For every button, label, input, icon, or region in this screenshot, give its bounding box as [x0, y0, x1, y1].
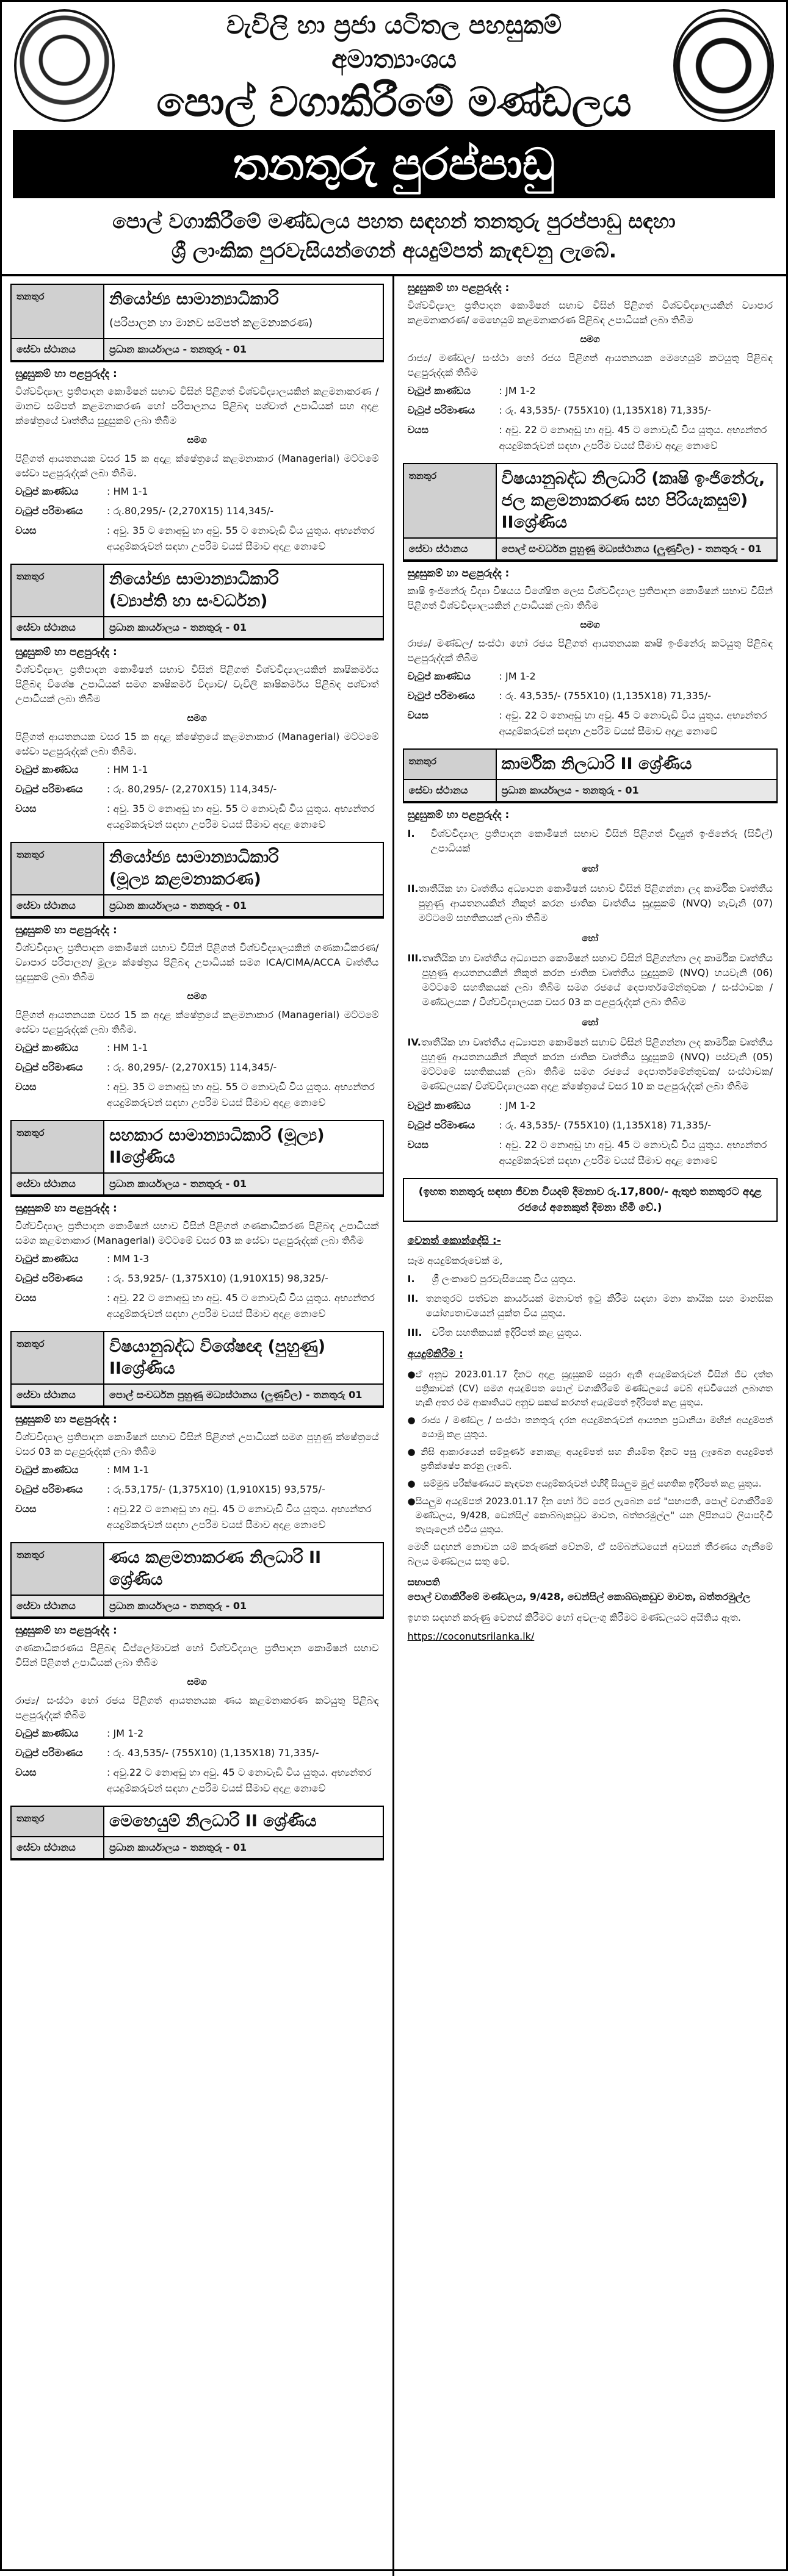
or-separator: හෝ [582, 933, 599, 944]
qualifications-heading: සුදුසුකම් හා පළපුරුද්ද : [15, 1413, 117, 1426]
salary-code-value: : HM 1-1 [107, 764, 148, 775]
bullet-icon: ● [407, 1496, 416, 1507]
qualifications-heading: සුදුසුකම් හා පළපුරුද්ද : [407, 282, 510, 294]
qualifications-heading: සුදුසුකම් හා පළපුරුද්ද : [407, 809, 510, 821]
station-value: ප්‍රධාන කාර්යාලය - තනතුරු - 01 [103, 1174, 383, 1194]
salary-code-value: : JM 1-2 [107, 1727, 144, 1739]
post-title: මෙහෙයුම් නිලධාරි II ශ්‍රේණිය [103, 1807, 383, 1836]
station-value: පොල් සංවර්ධන පුහුණු මධ්‍යස්ථානය (ලුණුවිල) - තනතුරු 01 [103, 1385, 383, 1405]
qualifications-heading: සුදුසුකම් හා පළපුරුද්ද : [15, 924, 117, 936]
ministry-name [2, 2, 786, 76]
salary-scale-label: වැටුප් පරිමාණය [407, 690, 475, 701]
salary-code-value: : MM 1-3 [107, 1253, 150, 1265]
post-label: තනතුර [16, 1338, 45, 1349]
salary-code-label: වැටුප් කාණ්ඩය [407, 1100, 471, 1111]
post-label: තනතුර [16, 1813, 45, 1824]
application-heading: අයදුම්කිරීම : [407, 1348, 463, 1360]
post-credit-management-officer [10, 1542, 384, 1619]
post-title [103, 565, 383, 616]
condition-item [403, 1323, 778, 1343]
item-text: තෘතීයික හා වෘත්තීය අධ්‍යාපන කොමිෂන් සභාව විසින් පිළිගන්නා ලද කාර්මික වෘත්තීය පුහුණු ආයතනයකින් නිකුත් කරන ජාතික වෘත්තීය සුදුසුකම් (NVQ) හැවැනි (07) මට්ටමේ සහතිකයක් ලබා තිබීම [418, 883, 773, 924]
application-item [403, 1493, 778, 1538]
experience-text: පිළිගත් ආයතනයක වසර 15 ක අදාළ ක්ෂේත්‍රයේ කළමනාකාර (Managerial) මට්ටමේ සේවා පළපුරුද්දක් ලබා තිබීම. [15, 731, 379, 757]
qualification-item [403, 879, 778, 928]
application-item [403, 1475, 778, 1493]
item-text: විශ්වවිද්‍යාල ප්‍රතිපාදන කොමිෂන් සභාව විසින් පිළිගත් විද්‍යුත් ඉංජිනේරු (සිවිල්) උපාධියක් [430, 828, 773, 854]
post-label: තනතුර [16, 1549, 45, 1560]
qualification-text: විශ්වවිද්‍යාල ප්‍රතිපාදන කොමිෂන් සභාව විසින් පිළිගත් විශ්වවිද්‍යාලයකින් කෘෂිකර්මය පිළිබඳ විශේෂ උපාධියක් සමග කෘෂිකර්ම විද්‍යාව/ වැවිලි කෘෂිකර්මය පිළිබඳ පශ්චාත් උපාධියක් ලබා තිබීම [15, 664, 379, 705]
application-item [403, 1366, 778, 1412]
salary-code-label: වැටුප් කාණ්ඩය [15, 1464, 79, 1476]
age-value: : අවු. 22 ට නොඅඩු හා අවු. 45 ට නොවැඩි විය යුතුය. අභ්‍යන්තර අයදුම්කරුවන් සඳහා උපරිම වයස් සීමාව අදාළ නොවේ [107, 1292, 375, 1319]
item-number: II. [407, 1293, 419, 1304]
item-text: රාජ්‍ය / මණ්ඩල / සංස්ථා තනතුරු දරන අයදුම්කරුවන් ආයතන ප්‍රධානියා මඟින් අයදුම්පත් යොමු කළ යුතුය. [421, 1415, 773, 1440]
qualification-text: විශ්වවිද්‍යාල ප්‍රතිපාදන කොමිෂන් සභාව විසින් පිළිගත් විශ්වවිද්‍යාලයකින් ව්‍යාපාර කළමනාකරණ/ මෙහෙයුම් කළමනාකරණ පිළිබඳ උපාධියක් ලබා තිබීම [407, 300, 773, 326]
age-value: : අවු. 22 ට නොඅඩු හා අවු. 45 ට නොවැඩි විය යුතුය. අභ්‍යන්තර අයදුම්කරුවන් සඳහා උපරිම වයස් සීමාව අදාළ නොවේ [499, 1139, 767, 1166]
post-title-text: නියෝජ්‍ය සාමාන්‍යාධිකාරි [109, 848, 279, 867]
item-number: III. [407, 1327, 422, 1338]
other-conditions-heading: වෙනත් කොන්දේසි :- [407, 1235, 501, 1247]
salary-scale-value: : රු. 53,925/- (1,375X10) (1,910X15) 98,325/- [107, 1272, 328, 1284]
salary-code-value: : JM 1-2 [499, 670, 536, 682]
columns [2, 276, 786, 2576]
station-label: සේවා ස්ථානය [16, 343, 76, 355]
post-title: විෂයානුබද්ධ විශේෂඥ (පුහුණු) IIශ්‍රේණිය [103, 1332, 383, 1383]
qualification-text: විශ්වවිද්‍යාල ප්‍රතිපාදන කොමිෂන් සභාව විසින් පිළිගත් විශ්වවිද්‍යාලයකින් කළමනාකරණ / මානව සම්පත් කළමනාකරණ හෝ පරිපාලනය පිළිබඳ පශ්චාත් උපාධියක් සහ අදාළ ක්ෂේත්‍රයේ වෘත්තීය සුදුසුකම් ලබා තිබීම [15, 386, 379, 426]
station-label: සේවා ස්ථානය [408, 543, 468, 554]
or-separator: හෝ [582, 863, 599, 874]
station-value: ප්‍රධාන කාර්යාලය - තනතුරු - 01 [103, 617, 383, 638]
bullet-icon: ● [407, 1369, 416, 1380]
station-value: ප්‍රධාන කාර්යාලය - තනතුරු - 01 [103, 339, 383, 360]
post-title: ණය කළමනාකරණ නිලධාරි II ශ්‍රේණිය [103, 1543, 383, 1595]
salary-code-label: වැටුප් කාණ්ඩය [407, 670, 471, 682]
age-value: : අවු. 22 ට නොඅඩු හා අවු. 45 ට නොවැඩි විය යුතුය. අභ්‍යන්තර අයදුම්කරුවන් සඳහා උපරිම වයස් සීමාව අදාළ නොවේ [499, 424, 767, 451]
qualification-text: ගණකාධිකරණය පිළිබඳ ඩිප්ලෝමාවක් හෝ විශ්වවිද්‍යාල ප්‍රතිපාදන කොමිෂන් සභාව විසින් පිළිගත් උපාධියක් ලබා තිබීම [15, 1642, 379, 1668]
qualification-text: විශ්වවිද්‍යාල ප්‍රතිපාදන කොමිෂන් සභාව විසින් පිළිගත් ගණකාධිකරණ පිළිබඳ උපාධියක් සමග කළමනාකාර (Managerial) මට්ටමේ වසර 03 ක සේවා පළපුරුද්දක් ලබා තිබීම [15, 1220, 379, 1246]
post-label: තනතුර [16, 291, 45, 302]
salary-scale-label: වැටුප් පරිමාණය [15, 1272, 83, 1284]
application-item [403, 1443, 778, 1475]
ministry-line-2: අමාත්‍යාංශය [331, 45, 457, 74]
salary-scale-label: වැටුප් පරිමාණය [15, 1747, 83, 1759]
item-number: I. [407, 1273, 415, 1285]
salary-code-value: : MM 1-1 [107, 1464, 150, 1476]
salary-scale-label: වැටුප් පරිමාණය [407, 404, 475, 416]
salary-code-value: : HM 1-1 [107, 486, 148, 497]
salary-scale-value: : රු. 80,295/- (2,270X15) 114,345/- [107, 1061, 277, 1073]
age-label: වයස [15, 803, 37, 814]
salary-code-label: වැටුප් කාණ්ඩය [15, 1042, 79, 1053]
salary-code-label: වැටුප් කාණ්ඩය [15, 486, 79, 497]
experience-text: පිළිගත් ආයතනයක වසර 15 ක අදාළ ක්ෂේත්‍රයේ කළමනාකාර (Managerial) මට්ටමේ සේවා පළපුරුද්දක් ලබා තිබීම. [15, 1009, 379, 1035]
left-column [2, 276, 394, 2576]
salary-scale-value: : රු.80,295/- (2,270X15) 114,345/- [107, 505, 274, 517]
salary-scale-value: : රු. 43,535/- (755X10) (1,135X18) 71,335/- [499, 404, 712, 416]
salary-scale-value: : රු. 43,535/- (755X10) (1,135X18) 71,335/- [499, 690, 712, 701]
right-column [394, 276, 787, 2576]
post-subtitle: (පරිපාලන හා මානව සම්පත් කළමනාකරණ) [109, 317, 313, 329]
salary-scale-value: : රු. 80,295/- (2,270X15) 114,345/- [107, 783, 277, 795]
station-value: ප්‍රධාන කාර්යාලය - තනතුරු - 01 [496, 780, 777, 801]
age-value: : අවු. 35 ට නොඅඩු හා අවු. 55 ට නොවැඩි විය යුතුය. අභ්‍යන්තර අයදුම්කරුවන් සඳහා උපරිම වයස් සීමාව අදාළ නොවේ [107, 525, 375, 552]
with-separator: සමග [187, 434, 207, 445]
age-label: වයස [15, 1767, 37, 1778]
qualification-item [403, 949, 778, 1012]
ministry-line-1: වැවිලි හා ප්‍රජා යටිතල පහසුකම් [226, 10, 562, 40]
salary-scale-label: වැටුප් පරිමාණය [15, 1061, 83, 1073]
item-text: සම්මුඛ පරීක්ෂණයට කැඳවන අයදුම්කරුවන් එහිදී සියලුම මුල් සහතික ඉදිරිපත් කළ යුතුය. [423, 1478, 762, 1489]
salary-scale-label: වැටුප් පරිමාණය [15, 505, 83, 517]
with-separator: සමග [187, 1676, 207, 1687]
post-deputy-gm-extension [10, 564, 384, 640]
item-text: නිසි ආකාරයෙන් සම්පූර්ණ නොකළ අයදුම්පත් සහ නියමිත දිනට පසු ලැබෙන අයදුම්පත් ප්‍රතික්ෂේප කරනු ලැබේ. [421, 1446, 773, 1471]
station-label: සේවා ස්ථානය [408, 784, 468, 796]
salary-code-label: වැටුප් කාණ්ඩය [407, 385, 471, 396]
age-label: වයස [15, 1081, 37, 1092]
bullet-icon: ● [407, 1415, 416, 1426]
station-label: සේවා ස්ථානය [16, 622, 76, 633]
item-text: තෘතීයික හා වෘත්තීය අධ්‍යාපන කොමිෂන් සභාව විසින් පිළිගන්නා ලද කාර්මික වෘත්තීය පුහුණු ආයතනයකින් නිකුත් කරන ජාතික වෘත්තීය සුදුසුකම් (NVQ) හයවැනි (06) මට්ටමේ සහතිකයක් ලබා තිබීම සමග රජයේ දෙපාර්තමේන්තුවක / සංස්ථාවක / මණ්ඩලයක / විශ්වවිද්‍යාලයක වසර 03 ක පළපුරුද්දක් ලබා තිබීම [422, 952, 773, 1008]
post-title: සහකාර සාමාන්‍යාධිකාරි (මූල්‍ය) IIශ්‍රේණිය [103, 1121, 383, 1172]
post-label: තනතුර [408, 470, 437, 481]
experience-text: රාජ්‍ය/ මණ්ඩල/ සංස්ථා හෝ රජය පිළිගත් ආයතනයක මෙහෙයුම් කටයුතු පිළිබඳ පළපුරුද්දක් තිබීම [407, 352, 773, 378]
item-text: තෘතීයික හා වෘත්තීය අධ්‍යාපන කොමිෂන් සභාව විසින් පිළිගන්නා ලද කාර්මික වෘත්තීය පුහුණු ආයතනයකින් නිකුත් කරන ජාතික වෘත්තීය සුදුසුකම් (NVQ) පස්වැනි (05) මට්ටමේ සහතිකයක් ලබා තිබීම සමග රජයේ දෙපාර්තමේන්තුවක/ සංස්ථාවක/ මණ්ඩලයක/ විශ්වවිද්‍යාලයක අදාළ ක්ෂේත්‍රයේ වසර 10 ක පළපුරුද්දක් ලබා තිබීම [421, 1036, 773, 1092]
salary-code-label: වැටුප් කාණ්ඩය [15, 1727, 79, 1739]
signature-block [403, 1570, 778, 1609]
invite-line-2: ශ්‍රී ලාංකික පුරවැසියන්ගෙන් අයදුම්පත් කැඳවනු ලැබේ. [171, 239, 617, 262]
item-text: ශ්‍රී ලංකාවේ පුරවැසියෙකු විය යුතුය. [432, 1273, 576, 1285]
qualification-item [403, 824, 778, 858]
condition-item [403, 1269, 778, 1289]
allowance-note: (ඉහත තනතුරු සඳහා ජීවන වියදම් දීමනාව රු.17,800/- ඇතුළු තනතුරට අදාළ රජයේ අනෙකුත් දීමනා හිමි වේ.) [403, 1178, 778, 1222]
qualifications-heading: සුදුසුකම් හා පළපුරුද්ද : [15, 368, 117, 380]
post-assistant-gm-finance [10, 1120, 384, 1197]
closing-note: මෙහි සඳහන් නොවන යම් කරුණක් වේනම්, ඒ සම්බන්ධයෙන් අවසන් තීරණය ගැනීමේ බලය මණ්ඩලය සතු වේ. [407, 1541, 773, 1567]
station-value: ප්‍රධාන කාර්යාලය - තනතුරු - 01 [103, 1837, 383, 1858]
salary-scale-label: වැටුප් පරිමාණය [407, 1119, 475, 1131]
post-title: විෂයානුබද්ධ නිලධාරි (කෘෂි ඉංජිනේරු, ජල කළමනාකරණ සහ පිරියැකසුම්) IIශ්‍රේණිය [496, 464, 777, 537]
post-title [103, 285, 383, 338]
qualifications-heading: සුදුසුකම් හා පළපුරුද්ද : [15, 1202, 117, 1214]
station-label: සේවා ස්ථානය [16, 1178, 76, 1189]
qualifications-heading: සුදුසුකම් හා පළපුරුද්ද : [15, 1624, 117, 1637]
item-number: I. [407, 828, 415, 839]
post-deputy-gm-admin [10, 284, 384, 362]
post-operations-officer [10, 1806, 384, 1860]
salary-scale-value: : රු. 43,535/- (755X10) (1,135X18) 71,335/- [499, 1119, 712, 1131]
vacancies-banner: තනතුරු පුරප්පාඩු [13, 130, 775, 198]
station-value: ප්‍රධාන කාර්යාලය - තනතුරු - 01 [103, 1596, 383, 1616]
post-subject-officer-agri-engineering [403, 463, 778, 562]
salary-scale-value: : රු. 43,535/- (755X10) (1,135X18) 71,335/- [107, 1747, 319, 1759]
qualification-text: කෘෂි ඉංජිනේරු විද්‍යා විෂයය විශේෂිත ලෙස විශ්වවිද්‍යාල ප්‍රතිපාදන කොමිෂන් සභාව විසින් පිළිගත් විශ්වවිද්‍යාලයකින් උපාධියක් ලබා තිබීම [407, 585, 773, 611]
station-label: සේවා ස්ථානය [16, 1842, 76, 1853]
with-separator: සමග [187, 712, 207, 723]
item-number: II. [407, 883, 419, 894]
with-separator: සමග [580, 334, 600, 345]
post-label: තනතුර [16, 849, 45, 860]
station-label: සේවා ස්ථානය [16, 1600, 76, 1612]
invite-line-1: පොල් වගාකිරීමේ මණ්ඩලය පහත සඳහන් තනතුරු පුරප්පාඩු සඳහා [112, 209, 676, 233]
invitation-text [2, 198, 786, 276]
chairman-title: සභාපති [407, 1576, 440, 1588]
post-title-text: නියෝජ්‍ය සාමාන්‍යාධිකාරි [109, 290, 279, 309]
age-label: වයස [15, 1503, 37, 1515]
item-text: චරිත සහතිකයක් ඉදිරිපත් කළ යුතුය. [432, 1327, 582, 1338]
item-text: ඒ අනුව 2023.01.17 දිනට අදාළ සුදුසුකම් සපුරා ඇති අයදුම්කරුවන් විසින් ජීව දත්ත පත්‍රිකාවක් (CV) සමග අයදුම්පත පොල් වගාකිරීමේ මණ්ඩලයේ වෙබ් අඩවියෙන් ලබාගත හැකි අතර එම ආකෘතියට අනුව සකස් කරගත් අයදුම්පත් ඉදිරිපත් කළ යුතුය. [415, 1369, 773, 1408]
age-label: වයස [15, 525, 37, 536]
board-name: පොල් වගාකිරීමේ මණ්ඩලය [156, 79, 632, 126]
salary-scale-label: වැටුප් පරිමාණය [15, 1484, 83, 1495]
qualifications-heading: සුදුසුකම් හා පළපුරුද්ද : [407, 567, 510, 579]
post-technical-officer [403, 748, 778, 803]
post-subject-specialist-training [10, 1331, 384, 1408]
salary-code-value: : JM 1-2 [499, 1100, 536, 1111]
salary-code-label: වැටුප් කාණ්ඩය [15, 1253, 79, 1265]
age-value: : අවු.22 ට නොඅඩු හා අවු. 45 ට නොවැඩි විය යුතුය. අභ්‍යන්තර අයදුම්කරුවන් සඳහා උපරිම වයස් සීමාව අදාළ නොවේ [107, 1503, 372, 1530]
post-label: තනතුර [16, 1127, 45, 1138]
salary-code-label: වැටුප් කාණ්ඩය [15, 764, 79, 775]
salary-scale-value: : රු.53,175/- (1,375X10) (1,910X15) 93,575/- [107, 1484, 325, 1495]
bullet-icon: ● [407, 1446, 416, 1457]
item-number: III. [407, 952, 422, 964]
salary-code-value: : JM 1-2 [499, 385, 536, 396]
post-label: තනතුර [16, 571, 45, 582]
board-address: පොල් වගාකිරීමේ මණ්ඩලය, 9/428, ඩෙන්සිල් කොබ්බෑකඩුව මාවත, බත්තරමුල්ල [407, 1591, 751, 1602]
condition-item [403, 1289, 778, 1323]
application-item [403, 1412, 778, 1443]
station-value: පොල් සංවර්ධන පුහුණු මධ්‍යස්ථානය (ලුණුවිල) - තනතුරු - 01 [496, 539, 777, 559]
post-title: කාර්මික නිලධාරි II ශ්‍රේණිය [496, 750, 777, 779]
qualification-text: විශ්වවිද්‍යාල ප්‍රතිපාදන කොමිෂන් සභාව විසින් පිළිගත් විශ්වවිද්‍යාලයකින් ගණකාධිකරණ/ ව්‍යාපාර පරිපාලන/ මූල්‍ය ක්ෂේත්‍රය පිළිබඳ උපාධියක් සමග ICA/CIMA/ACCA වෘත්තීය සුදුසුකම් ලබා තිබීම [15, 942, 379, 983]
footer-note: ඉහත සඳහන් කරුණු වෙනස් කිරීමට හෝ අවලංගු කිරීමට මණ්ඩලයට අයිතිය ඇත. [407, 1612, 741, 1623]
item-text: තනතුරට පත්වන කාර්යයක් මනාවත් ඉටු කිරීම සඳහා මනා කායික සහ මානසික යෝග්‍යතාවයෙන් යුක්ත විය යුතුය. [425, 1293, 773, 1319]
experience-text: පිළිගත් ආයතනයක වසර 15 ක අදාළ ක්ෂේත්‍රයේ කළමනාකාර (Managerial) මට්ටමේ සේවා පළපුරුද්දක් ලබා තිබීම. [15, 453, 379, 479]
qualifications-heading: සුදුසුකම් හා පළපුරුද්ද : [15, 646, 117, 658]
experience-text: රාජ්‍ය/ මණ්ඩල/ සංස්ථා හෝ රජය පිළිගත් ආයතනයක කෘෂි ඉංජිනේරු කටයුතු පිළිබඳ පළපුරුද්දක් තිබීම [407, 637, 773, 664]
with-separator: සමග [580, 619, 600, 630]
post-deputy-gm-finance [10, 842, 384, 919]
post-title [103, 843, 383, 894]
header [2, 2, 786, 130]
post-subtitle: (ව්‍යාප්ති හා සංවර්ධන) [109, 592, 268, 611]
post-label: තනතුර [408, 756, 437, 767]
salary-scale-label: වැටුප් පරිමාණය [15, 783, 83, 795]
website-link[interactable]: https://coconutsrilanka.lk/ [407, 1631, 535, 1642]
post-subtitle: (මූල්‍ය කළමනාකරණ) [109, 870, 261, 889]
bullet-icon: ● [407, 1478, 416, 1489]
qualification-text: විශ්වවිද්‍යාල ප්‍රතිපාදන කොමිෂන් සභාව විසින් පිළිගත් උපාධියක් සමග පුහුණු ක්ෂේත්‍රයේ වසර 03 ක පළපුරුද්දක් ලබා තිබීම [15, 1431, 379, 1457]
age-label: වයස [407, 424, 429, 436]
item-text: සියලුම අයදුම්පත් 2023.01.17 දින හෝ ඊට පෙර ලැබෙන සේ "සභාපති, පොල් වගාකිරීමේ මණ්ඩලය, 9/428, ඩෙන්සිල් කොබ්බෑකඩුව මාවත, බත්තරමුල්ල" යන ලිපිනයට ලියාපදිංචි තැපෑලෙන් එවිය යුතුය. [415, 1496, 773, 1535]
station-label: සේවා ස්ථානය [16, 900, 76, 911]
qualification-item [403, 1033, 778, 1096]
or-separator: හෝ [582, 1017, 599, 1028]
age-label: වයස [15, 1292, 37, 1304]
post-title-text: නියෝජ්‍ය සාමාන්‍යාධිකාරි [109, 570, 279, 589]
conditions-intro: සෑම අයදුම්කරුවෙක් ම, [407, 1255, 503, 1266]
station-value: ප්‍රධාන කාර්යාලය - තනතුරු - 01 [103, 895, 383, 916]
with-separator: සමග [187, 991, 207, 1002]
age-value: : අවු.22 ට නොඅඩු හා අවු. 45 ට නොවැඩි විය යුතුය. අභ්‍යන්තර අයදුම්කරුවන් සඳහා උපරිම වයස් සීමාව අදාළ නොවේ [107, 1767, 372, 1794]
coconut-board-logo [673, 9, 774, 122]
station-label: සේවා ස්ථානය [16, 1389, 76, 1401]
state-emblem-logo [14, 9, 115, 122]
age-value: : අවු. 22 ට නොඅඩු හා අවු. 45 ට නොවැඩි විය යුතුය. අභ්‍යන්තර අයදුම්කරුවන් සඳහා උපරිම වයස් සීමාව අදාළ නොවේ [499, 709, 767, 737]
salary-code-value: : HM 1-1 [107, 1042, 148, 1053]
age-label: වයස [407, 1139, 429, 1150]
experience-text: රාජ්‍ය/ සංස්ථා හෝ රජය පිළිගත් ආයතනයක ණය කළමනාකරණ කටයුතු පිළිබඳ පළපුරුද්දක් තිබීම [15, 1695, 379, 1721]
age-value: : අවු. 35 ට නොඅඩු හා අවු. 55 ට නොවැඩි විය යුතුය. අභ්‍යන්තර අයදුම්කරුවන් සඳහා උපරිම වයස් සීමාව අදාළ නොවේ [107, 1081, 375, 1108]
age-label: වයස [407, 709, 429, 721]
age-value: : අවු. 35 ට නොඅඩු හා අවු. 55 ට නොවැඩි විය යුතුය. අභ්‍යන්තර අයදුම්කරුවන් සඳහා උපරිම වයස් සීමාව අදාළ නොවේ [107, 803, 375, 830]
item-number: IV. [407, 1036, 421, 1048]
